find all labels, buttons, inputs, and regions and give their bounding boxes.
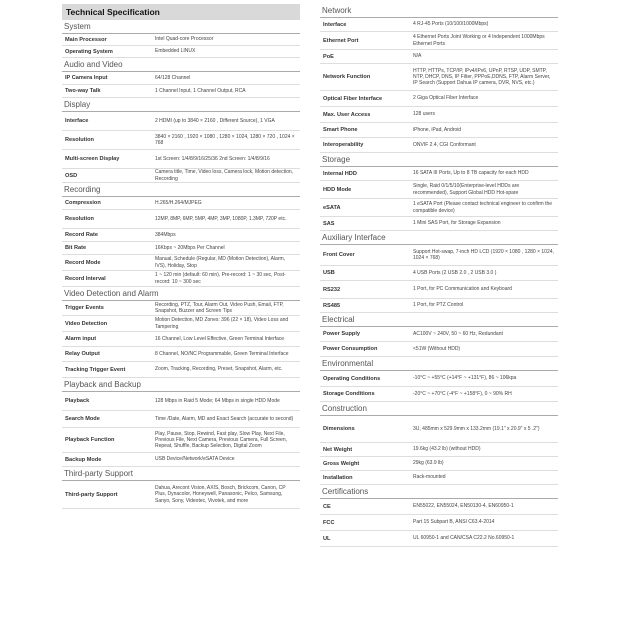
spec-label: Storage Conditions	[323, 391, 375, 397]
spec-value: 16 SATA III Ports, Up to 8 TB capacity for each HDD	[413, 170, 529, 177]
spec-value: 4 RJ-45 Ports (10/100/1000Mbps)	[413, 21, 489, 28]
spec-label: Multi-screen Display	[65, 156, 120, 162]
spec-label: RS232	[323, 286, 341, 293]
spec-label: Net Weight	[323, 446, 353, 453]
spec-value: 8 Channel, NO/NC Programmable, Green Terminal Interface	[155, 350, 289, 357]
spec-label: Installation	[323, 474, 353, 481]
spec-row	[320, 123, 558, 138]
spec-row	[62, 411, 300, 428]
spec-value: ONVIF 2.4, CGI Conformant	[413, 141, 476, 148]
spec-label: Max. User Access	[323, 111, 371, 118]
spec-value: Support Hot-swap, 7-inch HD LCD (1920 × 1080 , 1280 × 1024, 1024 × 768)	[413, 248, 554, 261]
spec-value: iPhone, iPad, Android	[413, 126, 462, 133]
spec-row	[320, 531, 558, 547]
spec-label: IP Camera Input	[65, 75, 108, 81]
spec-row	[320, 327, 558, 342]
spec-label: Bit Rate	[65, 245, 87, 251]
spec-label: Gross Weight	[323, 460, 360, 467]
spec-label: Alarm input	[65, 336, 97, 342]
spec-value: Embedded LINUX	[155, 48, 196, 55]
spec-value: 1 Mini SAS Port, for Storage Expansion	[413, 220, 501, 227]
spec-value: 2 Giga Optical Fiber Interface	[413, 95, 479, 102]
spec-row	[62, 392, 300, 411]
spec-value: 1 Port, for PC Communication and Keyboard	[413, 286, 512, 293]
spec-row	[320, 266, 558, 281]
spec-row	[62, 210, 300, 229]
spec-label: Compression	[65, 200, 101, 206]
spec-row	[320, 217, 558, 231]
spec-value: Single, Raid 0/1/5/10(Enterprise-level HDDs are recommended), Support Global HDD Hot-spare	[413, 183, 520, 196]
section-heading-display: Display	[62, 98, 300, 112]
spec-row	[320, 91, 558, 107]
spec-value: 1 eSATA Port (Please contact technical engineer to confirm the compatible device)	[413, 201, 553, 214]
spec-label: FCC	[323, 519, 335, 526]
spec-row	[320, 443, 558, 457]
spec-label: Internal HDD	[323, 170, 357, 177]
spec-row	[320, 64, 558, 91]
spec-row	[320, 515, 558, 531]
spec-value: Dahua, Arecont Vision, AXIS, Bosch, Brickcom, Canon, CP Plus, Dynacolor, Honeywell, Panasonic, Pelco, Samsung, Sanyo, Sony, Videotec, Vivotek, and more	[155, 485, 286, 504]
spec-row	[62, 242, 300, 255]
spec-row	[62, 85, 300, 98]
spec-row	[320, 471, 558, 485]
spec-row	[320, 18, 558, 32]
spec-value: 1 Port, for PTZ Control	[413, 302, 464, 309]
spec-label: Interface	[65, 118, 89, 124]
spec-label: Interface	[323, 21, 347, 28]
section-heading-system: System	[62, 20, 300, 34]
section-heading-recording: Recording	[62, 183, 300, 197]
spec-row	[320, 138, 558, 153]
spec-value: 1 Channel Input, 1 Channel Output, RCA	[155, 87, 246, 94]
spec-row	[320, 32, 558, 50]
spec-row	[62, 362, 300, 378]
spec-row	[320, 299, 558, 313]
spec-value: 3840 × 2160 , 1920 × 1080 , 1280 × 1024, 1280 × 720 , 1024 × 768	[155, 133, 295, 146]
section-heading-electrical: Electrical	[320, 313, 558, 327]
spec-row	[320, 499, 558, 515]
spec-value: USB Device/Network/eSATA Device	[155, 456, 235, 463]
spec-label: RS485	[323, 302, 341, 309]
spec-value: Recording, PTZ, Tour, Alarm Out, Video Push, Email, FTP, Snapshot, Buzzer and Screen Tips	[155, 301, 284, 314]
spec-label: Ethernet Port	[323, 37, 359, 44]
spec-label: Relay Output	[65, 351, 100, 357]
spec-label: Trigger Events	[65, 305, 104, 311]
spec-row	[320, 50, 558, 64]
spec-label: Smart Phone	[323, 127, 358, 133]
spec-label: Search Mode	[65, 416, 100, 422]
spec-row	[62, 169, 300, 183]
spec-value: 64/128 Channel	[155, 74, 191, 81]
spec-label: Record Rate	[65, 232, 98, 238]
spec-row	[62, 131, 300, 150]
spec-row	[62, 428, 300, 453]
section-heading-environmental: Environmental	[320, 357, 558, 371]
spec-label: Tracking Trigger Event	[65, 366, 126, 373]
spec-value: Zoom, Tracking, Recording, Preset, Snapshot, Alarm, etc.	[155, 366, 283, 373]
spec-value: Play, Pause, Stop, Rewind, Fast play, Slow Play, Next File, Previous File, Next Camera, Previous Camera, Full Screen, Repeat, Shuffle, Backup Selection, Digital Zoom	[155, 430, 287, 450]
spec-value: 16Kbps ~ 20Mbps Per Channel	[155, 244, 225, 251]
spec-row	[62, 197, 300, 210]
spec-label: Power Consumption	[323, 346, 378, 352]
spec-value: 2 HDMI (up to 3840 × 2160 , Different Source), 1 VGA	[155, 117, 275, 124]
spec-label: PoE	[323, 53, 334, 60]
spec-value: UL 60950-1 and CAN/CSA C22.2 No.60950-1	[413, 535, 515, 542]
spec-row	[62, 453, 300, 467]
spec-label: Third-party Support	[65, 491, 118, 498]
spec-row	[62, 34, 300, 46]
spec-row	[62, 271, 300, 287]
spec-value: 4 USB Ports (2 USB 2.0 , 2 USB 3.0 )	[413, 269, 497, 276]
spec-value: Part 15 Subpart B, ANSI C63.4-2014	[413, 519, 495, 526]
spec-row	[62, 347, 300, 362]
section-heading-audio-and-video: Audio and Video	[62, 58, 300, 72]
spec-value: N/A	[413, 53, 422, 60]
spec-label: Playback Function	[65, 437, 115, 443]
spec-row	[62, 112, 300, 131]
spec-value: 16 Channel, Low Level Effective, Green Terminal Interface	[155, 335, 285, 342]
spec-value: H.265/H.264/MJPEG	[155, 199, 202, 206]
section-heading-certifications: Certifications	[320, 485, 558, 499]
spec-value: AC100V ~ 240V, 50 ~ 60 Hz, Redundant	[413, 330, 503, 337]
spec-value: 19.6kg (43.2 lb) (without HDD)	[413, 446, 481, 453]
spec-label: eSATA	[323, 204, 341, 211]
spec-value: Motion Detection, MD Zones: 396 (22 × 18), Video Loss and Tampering	[155, 317, 289, 330]
spec-value: 1st Screen: 1/4/8/9/16/25/36 2nd Screen: 1/4/8/9/16	[155, 155, 270, 162]
spec-label: Backup Mode	[65, 456, 102, 463]
spec-value: EN55022, EN55024, EN50130-4, EN60950-1	[413, 503, 514, 510]
spec-value: Camera title, Time, Video loss, Camera lock, Motion detection, Recording	[155, 169, 294, 182]
left-spec-column	[62, 4, 300, 509]
spec-value: 128 Mbps in Raid 5 Mode; 64 Mbps in single HDD Mode	[155, 397, 280, 404]
spec-value: Time /Date, Alarm, MD and Exact Search (accurate to second)	[155, 415, 294, 422]
spec-label: Optical Fiber Interface	[323, 95, 383, 102]
spec-row	[320, 281, 558, 299]
spec-value: Rack-mounted	[413, 474, 446, 481]
spec-label: SAS	[323, 220, 335, 227]
spec-label: Playback	[65, 398, 90, 404]
spec-value: Manual, Schedule (Regular, MD (Motion Detection), Alarm, IVS), Holiday, Stop	[155, 256, 286, 269]
spec-row	[320, 199, 558, 217]
spec-label: Front Cover	[323, 252, 355, 258]
spec-label: Network Function	[323, 74, 371, 80]
spec-value: 1 ~ 120 min (default: 60 min), Pre-record: 1 ~ 30 sec, Post-record: 10 ~ 300 sec	[155, 272, 286, 285]
section-heading-storage: Storage	[320, 153, 558, 167]
spec-row	[320, 371, 558, 387]
spec-label: Resolution	[65, 216, 94, 222]
spec-value: 384Mbps	[155, 231, 176, 238]
spec-label: Interoperability	[323, 142, 364, 148]
spec-value: <51W (Without HDD)	[413, 345, 461, 352]
section-heading-auxiliary-interface: Auxiliary Interface	[320, 231, 558, 245]
section-heading-network: Network	[320, 4, 558, 18]
spec-value: 3U, 485mm x 529.9mm x 133.2mm (19.1" x 20.9" x 5 .2")	[413, 425, 540, 432]
spec-row	[320, 181, 558, 199]
spec-row	[320, 416, 558, 443]
spec-label: Record Interval	[65, 275, 106, 282]
spec-row	[62, 255, 300, 271]
spec-value: 12MP, 8MP, 6MP, 5MP, 4MP, 3MP, 1080P, 1.3MP, 720P etc.	[155, 215, 287, 222]
section-heading-construction: Construction	[320, 402, 558, 416]
spec-label: Dimensions	[323, 426, 355, 432]
spec-label: UL	[323, 535, 331, 542]
spec-row	[62, 332, 300, 347]
spec-value: 128 users	[413, 111, 435, 118]
page-title: Technical Specification	[62, 4, 300, 20]
spec-row	[320, 342, 558, 357]
spec-label: HDD Mode	[323, 186, 352, 193]
spec-row	[320, 167, 558, 181]
spec-label: CE	[323, 503, 331, 510]
section-heading-third-party-support: Third-party Support	[62, 467, 300, 481]
spec-row	[320, 387, 558, 402]
spec-row	[320, 245, 558, 266]
spec-label: Video Detection	[65, 320, 108, 327]
spec-value: HTTP, HTTPs, TCP/IP, IPv4/IPv6, UPnP, RTSP, UDP, SMTP, NTP, DHCP, DNS, IP Filter, PPPoE,DDNS, FTP, Alarm Server, IP Search (Support Dahua IP camera, DVR, NVS, etc.)	[413, 67, 551, 87]
spec-row	[62, 301, 300, 316]
spec-row	[62, 72, 300, 85]
spec-label: Two-way Talk	[65, 88, 101, 94]
spec-row	[62, 481, 300, 509]
spec-row	[320, 107, 558, 123]
spec-label: OSD	[65, 172, 78, 179]
spec-row	[62, 316, 300, 332]
right-spec-column	[320, 4, 558, 547]
spec-value: Intel Quad-core Processor	[155, 36, 214, 43]
spec-label: Operating Conditions	[323, 375, 381, 382]
spec-value: 4 Ethernet Ports Joint Working or 4 Independent 1000Mbps Ethernet Ports	[413, 34, 545, 47]
spec-row	[320, 457, 558, 471]
spec-value: 29kg (63.9 lb)	[413, 460, 444, 467]
spec-row	[62, 46, 300, 58]
spec-label: Record Mode	[65, 259, 101, 266]
section-heading-playback-and-backup: Playback and Backup	[62, 378, 300, 392]
spec-label: Operating System	[65, 48, 113, 55]
spec-label: Power Supply	[323, 331, 360, 337]
section-heading-video-detection-and-alarm: Video Detection and Alarm	[62, 287, 300, 301]
spec-row	[62, 229, 300, 242]
spec-label: Main Processor	[65, 36, 107, 43]
spec-value: -10°C ~ +55°C (+14°F ~ +131°F), 86 ~ 106kpa	[413, 375, 517, 382]
spec-row	[62, 150, 300, 169]
spec-value: -20°C ~ +70°C (-4°F ~ +158°F), 0 ~ 90% RH	[413, 390, 512, 397]
spec-label: Resolution	[65, 137, 94, 143]
spec-label: USB	[323, 270, 335, 276]
